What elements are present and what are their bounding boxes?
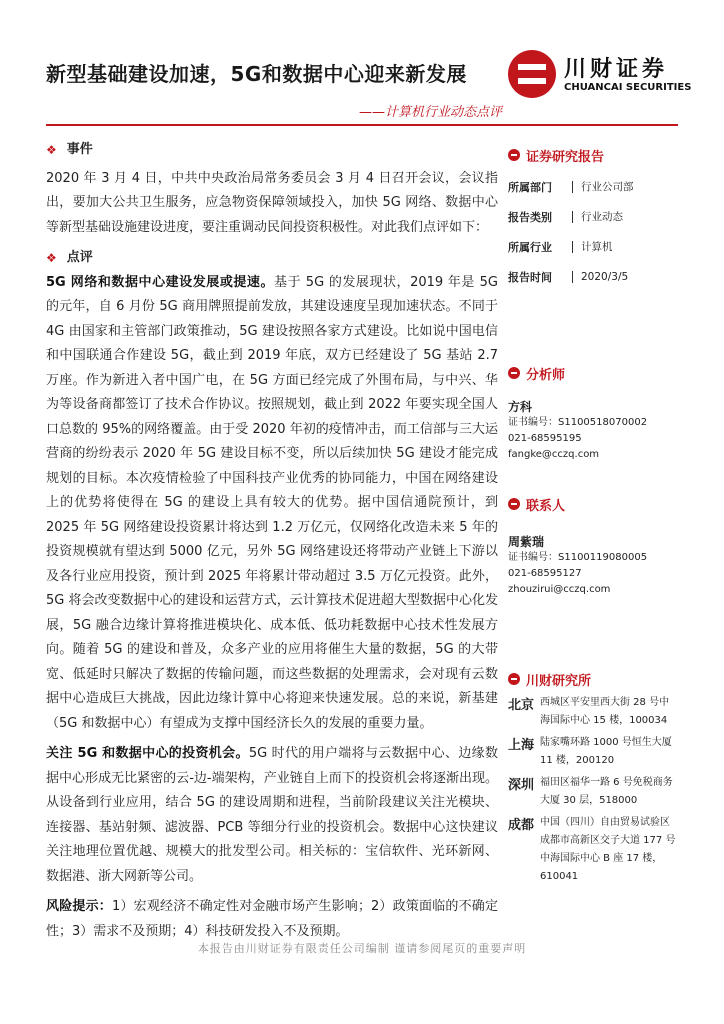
info-row: 所属部门 行业公司部 xyxy=(508,181,634,194)
analyst-cert: 证书编号：S1100518070002 xyxy=(508,417,648,428)
analyst-email[interactable]: fangke@cczq.com xyxy=(508,449,600,460)
office-address: 北京 西城区平安里西大街 28 号中海国际中心 15 楼，100034 xyxy=(508,697,670,726)
report-heading: 证券研究报告 xyxy=(508,144,678,166)
diamond-bullet-icon: ❖ xyxy=(46,143,57,157)
comment-paragraph-1: 5G 网络和数据中心建设发展或提速。基于 5G 的发展现状，2019 年是 5G 的元年，自 6 月份 5G 商用牌照提前发放，其建设速度呈现加速状态。不同于 4G 由国家和主管部门政策推动，5G 建设按照各家方式建设。比如说中国电信和中国联通合作建设 5G，截止到 2019 年底，双方已经建设了 5G 基站 2.7 万座。作为新进入者中国广电，在 5G 方面已经完成了外围布局，与中兴、华为等设备商都签订了技术合作协议。按照规划，截止到 2022 年要实现全国人口总数的 95%的网络覆盖。由于受 2020 年初的疫情冲击，而工信部与三大运营商的纷纷表示 2020 年 5G 建设目标不变，所以后续加快 5G 建设才能完成规划的目标。本次疫情检验了中国科技产业优秀的协同能力，中国在网络建设上的优势将使得在 5G 的建设上具有较大的优势。据中国信通院预计，到 2025 年 5G 网络建设投资累计将达到 1.2 万亿元，仅网络化改造未来 5 年的投资规模就有望达到 5000 亿元，另外 5G 网络建设还将带动产业链上下游以及各行业应用投资，预计到 2025 年将累计带动超过 3.5 万亿元投资。此外，5G 将会改变数据中心的建设和运营方式，云计算技术促进超大型数据中心化发展，5G 融合边缘计算将推进模块化、成本低、低功耗数据中心技术性发展方向。随着 5G 的建设和普及，众多产业的应用将催生大量的数据，5G 的大带宽、低延时只解决了数据的传输问题，而这些数据的处理需求，会对现有云数据中心造成巨大挑战，因此边缘计算中心将迎来快速发展。总的来说，新基建（5G 和数据中心）有望成为支撑中国经济长久的发展的重要力量。 xyxy=(46,274,498,731)
analyst-icon xyxy=(508,367,520,379)
logo-cn-text: 川财证券 xyxy=(564,57,669,82)
header-divider xyxy=(46,124,678,126)
sidebar xyxy=(508,144,678,886)
info-row: 所属行业 计算机 xyxy=(508,241,613,254)
company-logo xyxy=(508,48,692,104)
contact-email[interactable]: zhouzirui@cczq.com xyxy=(508,584,611,595)
research-icon xyxy=(508,673,520,685)
analyst-name: 方科 xyxy=(508,400,533,414)
report-subtitle: ——计算机行业动态点评 xyxy=(358,105,502,120)
report-title: 新型基础建设加速，5G和数据中心迎来新发展 xyxy=(46,62,467,86)
analyst-heading: 分析师 xyxy=(508,362,678,384)
info-row: 报告类别 行业动态 xyxy=(508,211,623,224)
comment-heading: ❖ 点评 xyxy=(46,246,498,271)
risk-paragraph: 风险提示：1）宏观经济不确定性对金融市场产生影响；2）政策面临的不确定性；3）需求不及预期；4）科技研发投入不及预期。 xyxy=(46,899,498,939)
office-address: 深圳 福田区福华一路 6 号免税商务大厦 30 层，518000 xyxy=(508,777,673,806)
office-address: 成都 中国（四川）自由贸易试验区成都市高新区交子大道 177 号中海国际中心 B 座 17 楼，610041 xyxy=(508,817,676,882)
report-icon xyxy=(508,149,520,161)
office-address: 上海 陆家嘴环路 1000 号恒生大厦 11 楼，200120 xyxy=(508,737,672,766)
footer-disclaimer: 本报告由川财证券有限责任公司编制 谨请参阅尾页的重要声明 xyxy=(197,942,527,955)
event-heading: ❖ 事件 xyxy=(46,138,498,163)
contact-heading: 联系人 xyxy=(508,493,678,515)
contact-cert: 证书编号：S1100119080005 xyxy=(508,552,648,563)
main-content xyxy=(46,138,498,950)
research-heading: 川财研究所 xyxy=(508,668,678,690)
report-info xyxy=(508,172,678,292)
contact-icon xyxy=(508,498,520,510)
analyst-phone: 021-68595195 xyxy=(508,433,582,444)
contact-name: 周紫瑞 xyxy=(508,535,545,549)
logo-emblem-icon xyxy=(508,50,556,98)
contact-phone: 021-68595127 xyxy=(508,568,582,579)
logo-en-text: CHUANCAI SECURITIES xyxy=(564,82,692,93)
comment-paragraph-2: 关注 5G 和数据中心的投资机会。5G 时代的用户端将与云数据中心、边缘数据中心形成无比紧密的云-边-端架构，产业链自上而下的投资机会将逐渐出现。从设备到行业应用，结合 5G 的建设周期和进程，当前阶段建议关注光模块、连接器、基站射频、滤波器、PCB 等细分行业的投资机会。数据中心这快建议关注地理位置优越、规模大的批发型公司。相关标的：宝信软件、光环新网、数据港、浙大网新等公司。 xyxy=(46,746,498,884)
diamond-bullet-icon: ❖ xyxy=(46,251,57,265)
info-row: 报告时间 2020/3/5 xyxy=(508,271,629,284)
event-paragraph: 2020 年 3 月 4 日，中共中央政治局常务委员会 3 月 4 日召开会议，会议指出，要加大公共卫生服务，应急物资保障领域投入，加快 5G 网络、数据中心等新型基础设施建设进度，要注重调动民间投资积极性。对此我们点评如下： xyxy=(46,170,498,235)
